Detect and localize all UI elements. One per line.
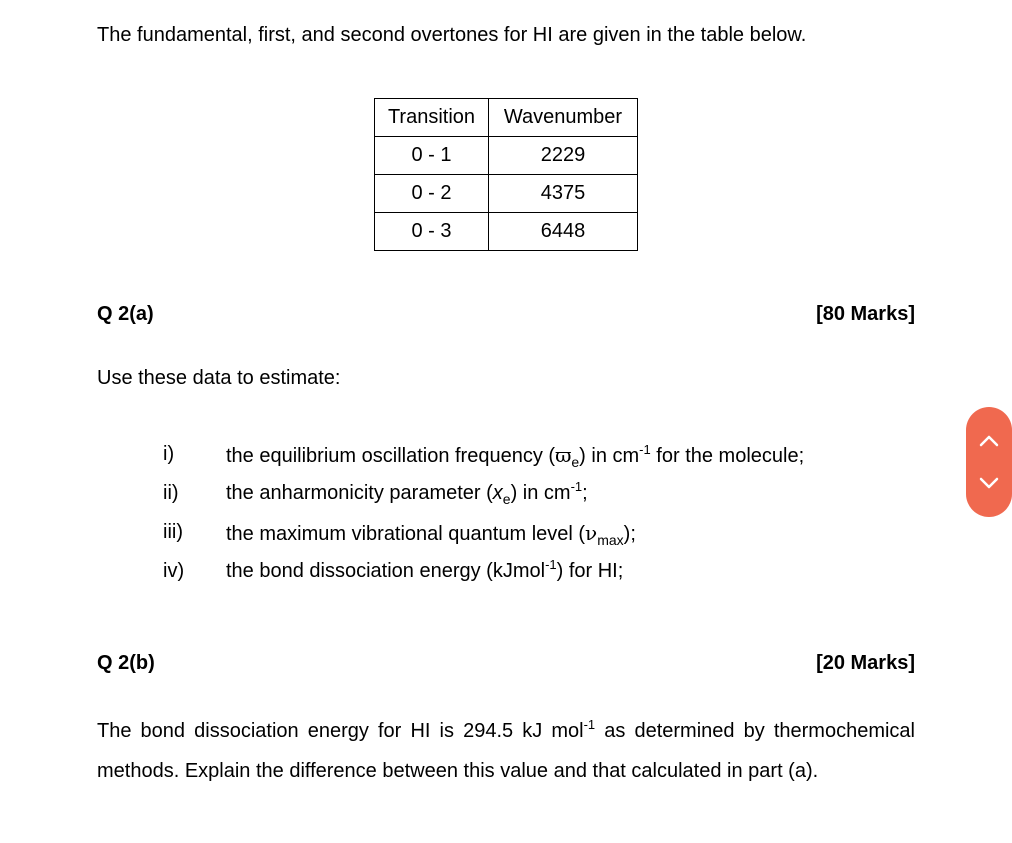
chevron-down-icon	[979, 477, 999, 489]
list-item	[0, 443, 900, 469]
question-2b-marks: [20 Marks]	[816, 652, 915, 674]
wavenumber-cell: 4375	[489, 175, 638, 213]
transition-cell: 0 - 1	[375, 137, 489, 175]
table-header-row	[375, 99, 638, 137]
wavenumber-cell: 2229	[489, 137, 638, 175]
wavenumber-cell: 6448	[489, 213, 638, 251]
item-number: iii)	[163, 521, 183, 543]
table-row	[375, 213, 638, 251]
question-2b-label: Q 2(b)	[97, 652, 155, 674]
table-row	[375, 137, 638, 175]
scroll-down-button[interactable]	[966, 463, 1012, 503]
list-item	[0, 479, 900, 508]
item-text: the maximum vibrational quantum level $(\nu_{max})$;	[226, 521, 636, 548]
chevron-up-icon	[979, 435, 999, 447]
intro-text: The fundamental, first, and second overtones for HI are given in the table below.	[97, 24, 807, 46]
overtone-table	[374, 98, 638, 251]
item-text: the anharmonicity parameter $(x_e)$ in $cm^{-1}$;	[226, 479, 588, 507]
instruction-text: Use these data to estimate:	[97, 367, 341, 389]
transition-cell: 0 - 3	[375, 213, 489, 251]
item-number: iv)	[163, 560, 185, 582]
column-header-wavenumber: Wavenumber	[489, 99, 638, 137]
question-2a-label: Q 2(a)	[97, 303, 154, 325]
item-text: the equilibrium oscillation frequency $(ϖ_e)$ in $cm^{-1}$ for the molecule;	[226, 442, 805, 470]
item-number: i)	[163, 443, 175, 465]
list-item	[0, 521, 900, 547]
question-2a-marks: [80 Marks]	[816, 303, 915, 325]
item-text: the bond dissociation energy (kJmol$^{-1}$) for HI;	[226, 557, 624, 582]
table-row	[375, 175, 638, 213]
transition-cell: 0 - 2	[375, 175, 489, 213]
item-number: ii)	[163, 482, 179, 504]
question-2b-paragraph: The bond dissociation energy for HI is 294.5 kJ mol$^{-1}$ as determined by thermochemical methods. Explain the difference between this value and that calculated in part (a).	[97, 717, 915, 782]
column-header-transition: Transition	[375, 99, 489, 137]
list-item	[0, 557, 900, 586]
scroll-navigation	[966, 407, 1012, 517]
scroll-up-button[interactable]	[966, 421, 1012, 461]
